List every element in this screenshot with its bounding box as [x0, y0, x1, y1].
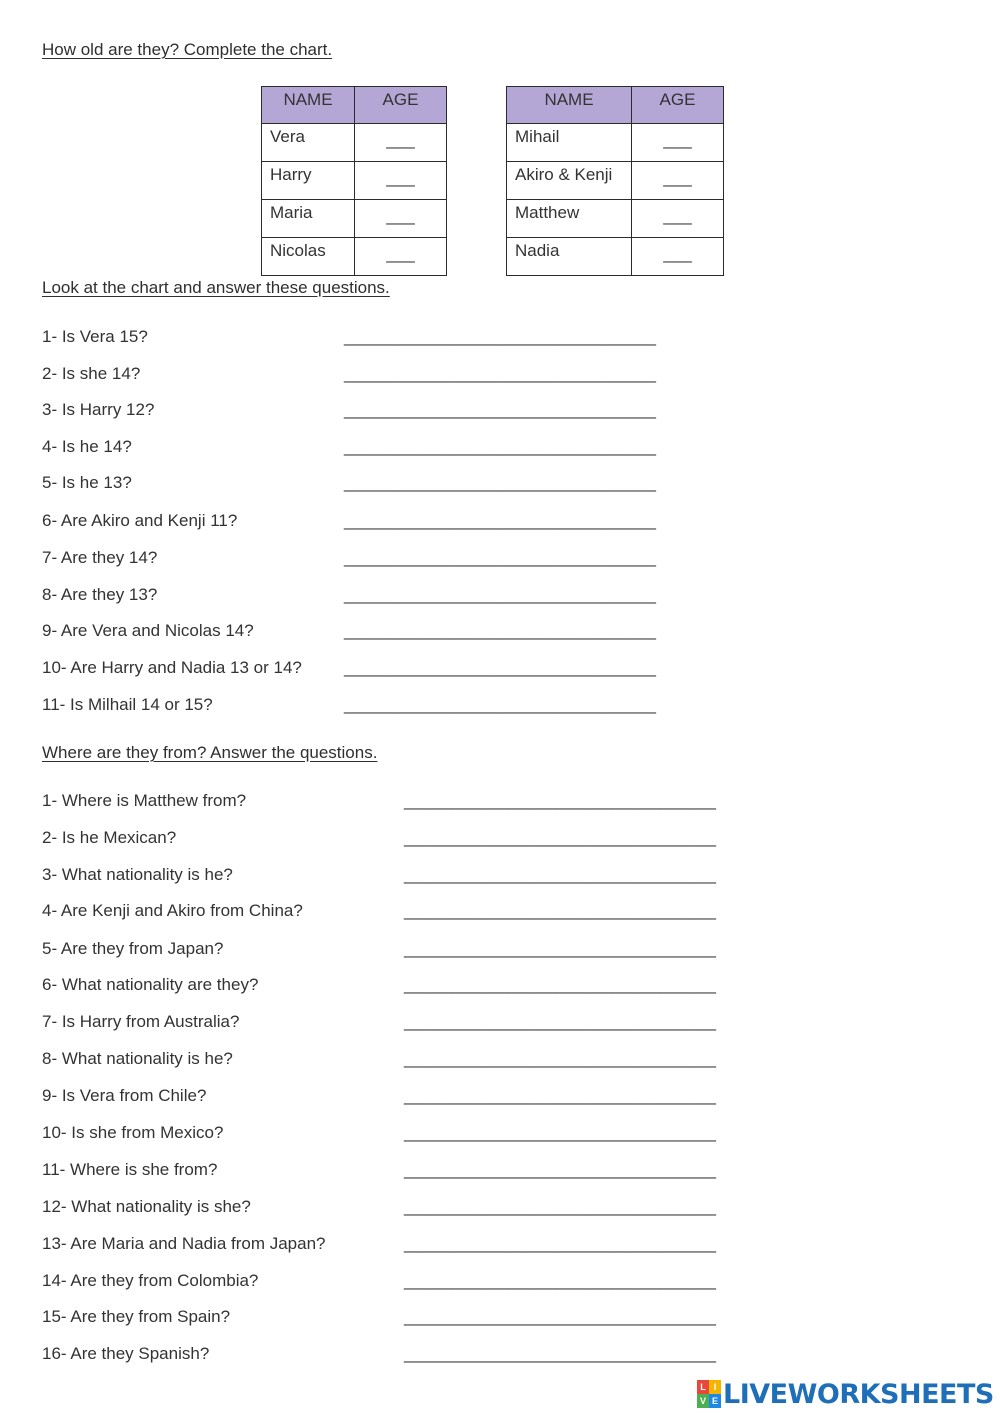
answer-line[interactable]: _________________________________	[404, 1086, 717, 1105]
liveworksheets-logo	[697, 1378, 994, 1410]
heading-ages: How old are they? Complete the chart.	[42, 40, 333, 59]
question-text: 4- Are Kenji and Akiro from China?	[42, 901, 303, 920]
question-text: 15- Are they from Spain?	[42, 1307, 231, 1326]
chart-age-cell[interactable]: ___	[632, 162, 724, 200]
question-text: 2- Is he Mexican?	[42, 828, 177, 847]
answer-line[interactable]: _________________________________	[404, 1307, 717, 1326]
header-name: NAME	[507, 87, 632, 124]
question-text: 14- Are they from Colombia?	[42, 1271, 259, 1290]
chart-age-cell[interactable]: ___	[355, 124, 447, 162]
answer-line[interactable]: _________________________________	[344, 511, 657, 530]
answer-line[interactable]: _________________________________	[404, 865, 717, 884]
answer-line[interactable]: _________________________________	[404, 1271, 717, 1290]
answer-line[interactable]: _________________________________	[344, 548, 657, 567]
question-text: 13- Are Maria and Nadia from Japan?	[42, 1234, 326, 1253]
question-text: 1- Is Vera 15?	[42, 327, 148, 346]
question-text: 6- Are Akiro and Kenji 11?	[42, 511, 238, 530]
logo-text: LIVEWORKSHEETS	[723, 1378, 994, 1410]
question-text: 8- Are they 13?	[42, 585, 158, 604]
question-text: 10- Is she from Mexico?	[42, 1123, 224, 1142]
chart-name-cell: Nicolas	[262, 238, 355, 276]
chart-row	[262, 124, 447, 162]
answer-line[interactable]: _________________________________	[404, 1234, 717, 1253]
answer-line[interactable]: _________________________________	[344, 585, 657, 604]
answer-line[interactable]: _________________________________	[344, 400, 657, 419]
answer-line[interactable]: _________________________________	[344, 364, 657, 383]
question-text: 7- Are they 14?	[42, 548, 158, 567]
answer-line[interactable]: _________________________________	[344, 621, 657, 640]
question-text: 9- Is Vera from Chile?	[42, 1086, 207, 1105]
logo-mark-letter: L	[697, 1380, 709, 1394]
chart-row	[262, 200, 447, 238]
question-text: 1- Where is Matthew from?	[42, 791, 247, 810]
chart-name-cell: Nadia	[507, 238, 632, 276]
question-text: 16- Are they Spanish?	[42, 1344, 210, 1363]
chart-name-cell: Harry	[262, 162, 355, 200]
chart-row	[507, 162, 724, 200]
chart-header-row	[262, 87, 447, 124]
chart-age-cell[interactable]: ___	[355, 200, 447, 238]
header-age: AGE	[355, 87, 447, 124]
question-text: 11- Where is she from?	[42, 1160, 218, 1179]
chart-name-cell: Maria	[262, 200, 355, 238]
chart-name-cell: Akiro & Kenji	[507, 162, 632, 200]
chart-row	[262, 238, 447, 276]
question-text: 3- What nationality is he?	[42, 865, 233, 884]
question-text: 10- Are Harry and Nadia 13 or 14?	[42, 658, 302, 677]
answer-line[interactable]: _________________________________	[404, 791, 717, 810]
heading-nationality: Where are they from? Answer the questions.	[42, 743, 378, 762]
answer-line[interactable]: _________________________________	[404, 975, 717, 994]
answer-line[interactable]: _________________________________	[344, 473, 657, 492]
logo-mark-letter: V	[697, 1394, 709, 1408]
question-text: 8- What nationality is he?	[42, 1049, 233, 1068]
question-text: 7- Is Harry from Australia?	[42, 1012, 240, 1031]
chart-header-row	[507, 87, 724, 124]
question-text: 3- Is Harry 12?	[42, 400, 155, 419]
answer-line[interactable]: _________________________________	[404, 1344, 717, 1363]
question-text: 9- Are Vera and Nicolas 14?	[42, 621, 254, 640]
chart-age-cell[interactable]: ___	[632, 238, 724, 276]
answer-line[interactable]: _________________________________	[404, 901, 717, 920]
answer-line[interactable]: _________________________________	[344, 695, 657, 714]
chart-row	[507, 200, 724, 238]
chart-name-cell: Mihail	[507, 124, 632, 162]
header-age: AGE	[632, 87, 724, 124]
answer-line[interactable]: _________________________________	[404, 1160, 717, 1179]
answer-line[interactable]: _________________________________	[344, 658, 657, 677]
chart-age-cell[interactable]: ___	[355, 238, 447, 276]
header-name: NAME	[262, 87, 355, 124]
logo-mark-letter: E	[709, 1394, 721, 1408]
question-text: 2- Is she 14?	[42, 364, 141, 383]
question-text: 5- Is he 13?	[42, 473, 132, 492]
age-chart-right	[506, 86, 724, 276]
answer-line[interactable]: _________________________________	[404, 939, 717, 958]
chart-row	[507, 238, 724, 276]
logo-mark-icon	[697, 1380, 721, 1408]
chart-name-cell: Vera	[262, 124, 355, 162]
chart-row	[507, 124, 724, 162]
answer-line[interactable]: _________________________________	[404, 1049, 717, 1068]
question-text: 6- What nationality are they?	[42, 975, 259, 994]
age-chart-left	[261, 86, 447, 276]
chart-age-cell[interactable]: ___	[632, 124, 724, 162]
answer-line[interactable]: _________________________________	[404, 1123, 717, 1142]
chart-age-cell[interactable]: ___	[355, 162, 447, 200]
answer-line[interactable]: _________________________________	[344, 437, 657, 456]
chart-age-cell[interactable]: ___	[632, 200, 724, 238]
answer-line[interactable]: _________________________________	[404, 828, 717, 847]
question-text: 12- What nationality is she?	[42, 1197, 251, 1216]
chart-row	[262, 162, 447, 200]
answer-line[interactable]: _________________________________	[404, 1012, 717, 1031]
question-text: 11- Is Milhail 14 or 15?	[42, 695, 213, 714]
logo-mark-letter: I	[709, 1380, 721, 1394]
heading-chart-questions: Look at the chart and answer these questions.	[42, 278, 390, 297]
question-text: 4- Is he 14?	[42, 437, 132, 456]
answer-line[interactable]: _________________________________	[344, 327, 657, 346]
question-text: 5- Are they from Japan?	[42, 939, 224, 958]
chart-name-cell: Matthew	[507, 200, 632, 238]
answer-line[interactable]: _________________________________	[404, 1197, 717, 1216]
